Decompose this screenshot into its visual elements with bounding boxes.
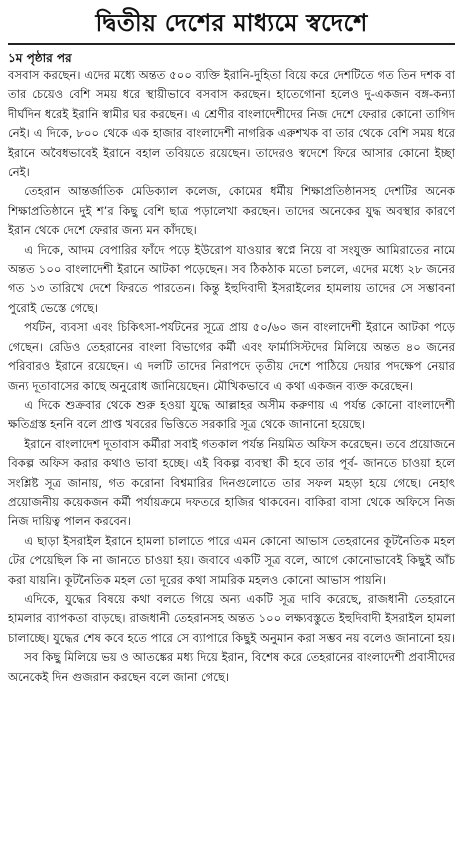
paragraph: এ দিকে শুক্রবার থেকে শুরু হওয়া যুদ্ধে আল্লাহর অসীম করুণায় এ পর্যন্ত কোনো বাংলাদেশী ক্ষতিগ্রস্ত হননি বলে প্রাপ্ত খবরের ভিত্তিতে সরকারি সূত্র থেকে জানানো হয়েছে। — [8, 397, 455, 432]
paragraph: এদিকে, যুদ্ধের বিষয়ে কথা বলতে গিয়ে অন্য একটি সূত্র দাবি করেছে, রাজধানী তেহরানে হামলার ব্যাপকতা বাড়ছে। রাজধানী তেহরানসহ অন্তত ১০০ লক্ষ্যবস্তুতে ইহুদিবাদী ইসরাইল হামলা চালাচ্ছে। যুদ্ধের শেষ কবে হতে পারে সে ব্যাপারে কিছুই অনুমান করা সম্ভব নয় বলেও জানানো হয়। — [8, 591, 455, 645]
paragraph: তেহরান আন্তর্জাতিক মেডিক্যাল কলেজ, কোমের ধর্মীয় শিক্ষাপ্রতিষ্ঠানসহ দেশটির অনেক শিক্ষাপ্রতিষ্ঠানে দুই শ’র কিছু বেশি ছাত্র পড়ালেখা করছেন। তাদের অনেকের যুদ্ধ অবস্থার কারণে ইরান থেকে দেশে ফেরার জন্য মন কাঁদছে। — [8, 184, 455, 238]
paragraph: পর্যটন, ব্যবসা এবং চিকিৎসা-পর্যটনের সূত্রে প্রায় ৫০/৬০ জন বাংলাদেশী ইরানে আটকা পড়ে গেছেন। রেডিও তেহরানের বাংলা বিভাগের কর্মী এবং ফার্মাসিস্টদের মিলিয়ে অন্তত ৪০ জনের পরিবারও ইরানে রয়েছেন। এ দলটি তাদের নিরাপদে তৃতীয় দেশে পাঠিয়ে দেয়ার পদক্ষেপ নেয়ার জন্য দূতাবাসের কাছে অনুরোধ জানিয়েছেন। মৌখিকভাবে এ কথা একজন ব্যক্ত করেছেন। — [8, 320, 455, 393]
headline-divider — [8, 43, 455, 45]
paragraph: ইরানে বাংলাদেশ দূতাবাস কর্মীরা সবাই গতকাল পর্যন্ত নিয়মিত অফিস করেছেন। তবে প্রয়োজনে বিকল্প অফিস করার কথাও ভাবা হচ্ছে। এই বিকল্প ব্যবস্থা কী হবে তার পূর্ব- জানতে চাওয়া হলে সংশ্লিষ্ট সূত্র জানায়, গত করোনা বিশ্বমারির দিনগুলোতে তার সফল মহড়া হয়ে গেছে। নেহাৎ প্রয়োজনীয় কয়েকজন কর্মী পর্যায়ক্রমে দফতরে হাজির থাকবেন। বাকিরা বাসা থেকে অফিসে নিজ নিজ দায়িত্ব পালন করবেন। — [8, 436, 455, 529]
article-body — [8, 66, 455, 687]
paragraph: এ ছাড়া ইসরাইল ইরানে হামলা চালাতে পারে এমন কোনো আভাস তেহরানের কূটনৈতিক মহল টের পেয়েছিল কি না জানতে চাওয়া হয়। জবাবে একটি সূত্র বলে, আগে কোনোভাবেই কিছুই আঁচ করা যায়নি। কূটনৈতিক মহল তো দূরের কথা সামরিক মহলও কোনো আভাস পায়নি। — [8, 533, 455, 587]
headline: দ্বিতীয় দেশের মাধ্যমে স্বদেশে — [95, 8, 368, 37]
jump-line: ১ম পৃষ্ঠার পর — [8, 51, 72, 65]
paragraph: এ দিকে, আদম বেপারির ফাঁদে পড়ে ইউরোপ যাওয়ার স্বপ্নে নিয়ে বা সংযুক্ত আমিরাতের নামে অন্তত ১০০ বাংলাদেশী ইরানে আটকা পড়েছেন। সব ঠিকঠাক মতো চললে, এদের মধ্যে ২৮ জনের গত ১৩ তারিখে দেশে ফিরতে পারতেন। কিন্তু ইহুদিবাদী ইসরাইলের হামলায় তাদের সে সম্ভাবনা পুরোই ভেস্তে গেছে। — [8, 242, 455, 315]
paragraph: বসবাস করছেন। এদের মধ্যে অন্তত ৫০০ ব্যক্তি ইরানি-দুহিতা বিয়ে করে দেশটিতে গত তিন দশক বা তার চেয়েও বেশি সময় ধরে স্থায়ীভাবে বসবাস করছেন। হাতেগোনা হলেও দু-একজন বঙ্গ-কন্যা দীর্ঘদিন ধরেই ইরানি স্বামীর ঘর করছেন। এ শ্রেণীর বাংলাদেশীদের নিজ দেশে ফেরার কোনো তাগিদ নেই। এ দিকে, ৮০০ থেকে এক হাজার বাংলাদেশী নাগরিক এরুশখক বা তার থেকে বেশি সময় ধরে ইরানে অবৈধভাবেই ইরানে বহাল তবিয়তে রয়েছেন। তাদেরও স্বদেশে ফিরে আসার কোনো ইচ্ছা নেই। — [8, 68, 455, 180]
paragraph: সব কিছু মিলিয়ে ভয় ও আতঙ্কের মধ্য দিয়ে ইরান, বিশেষ করে তেহরানের বাংলাদেশী প্রবাসীদের অনেকেই দিন গুজরান করছেন বলে জানা গেছে। — [8, 650, 455, 684]
